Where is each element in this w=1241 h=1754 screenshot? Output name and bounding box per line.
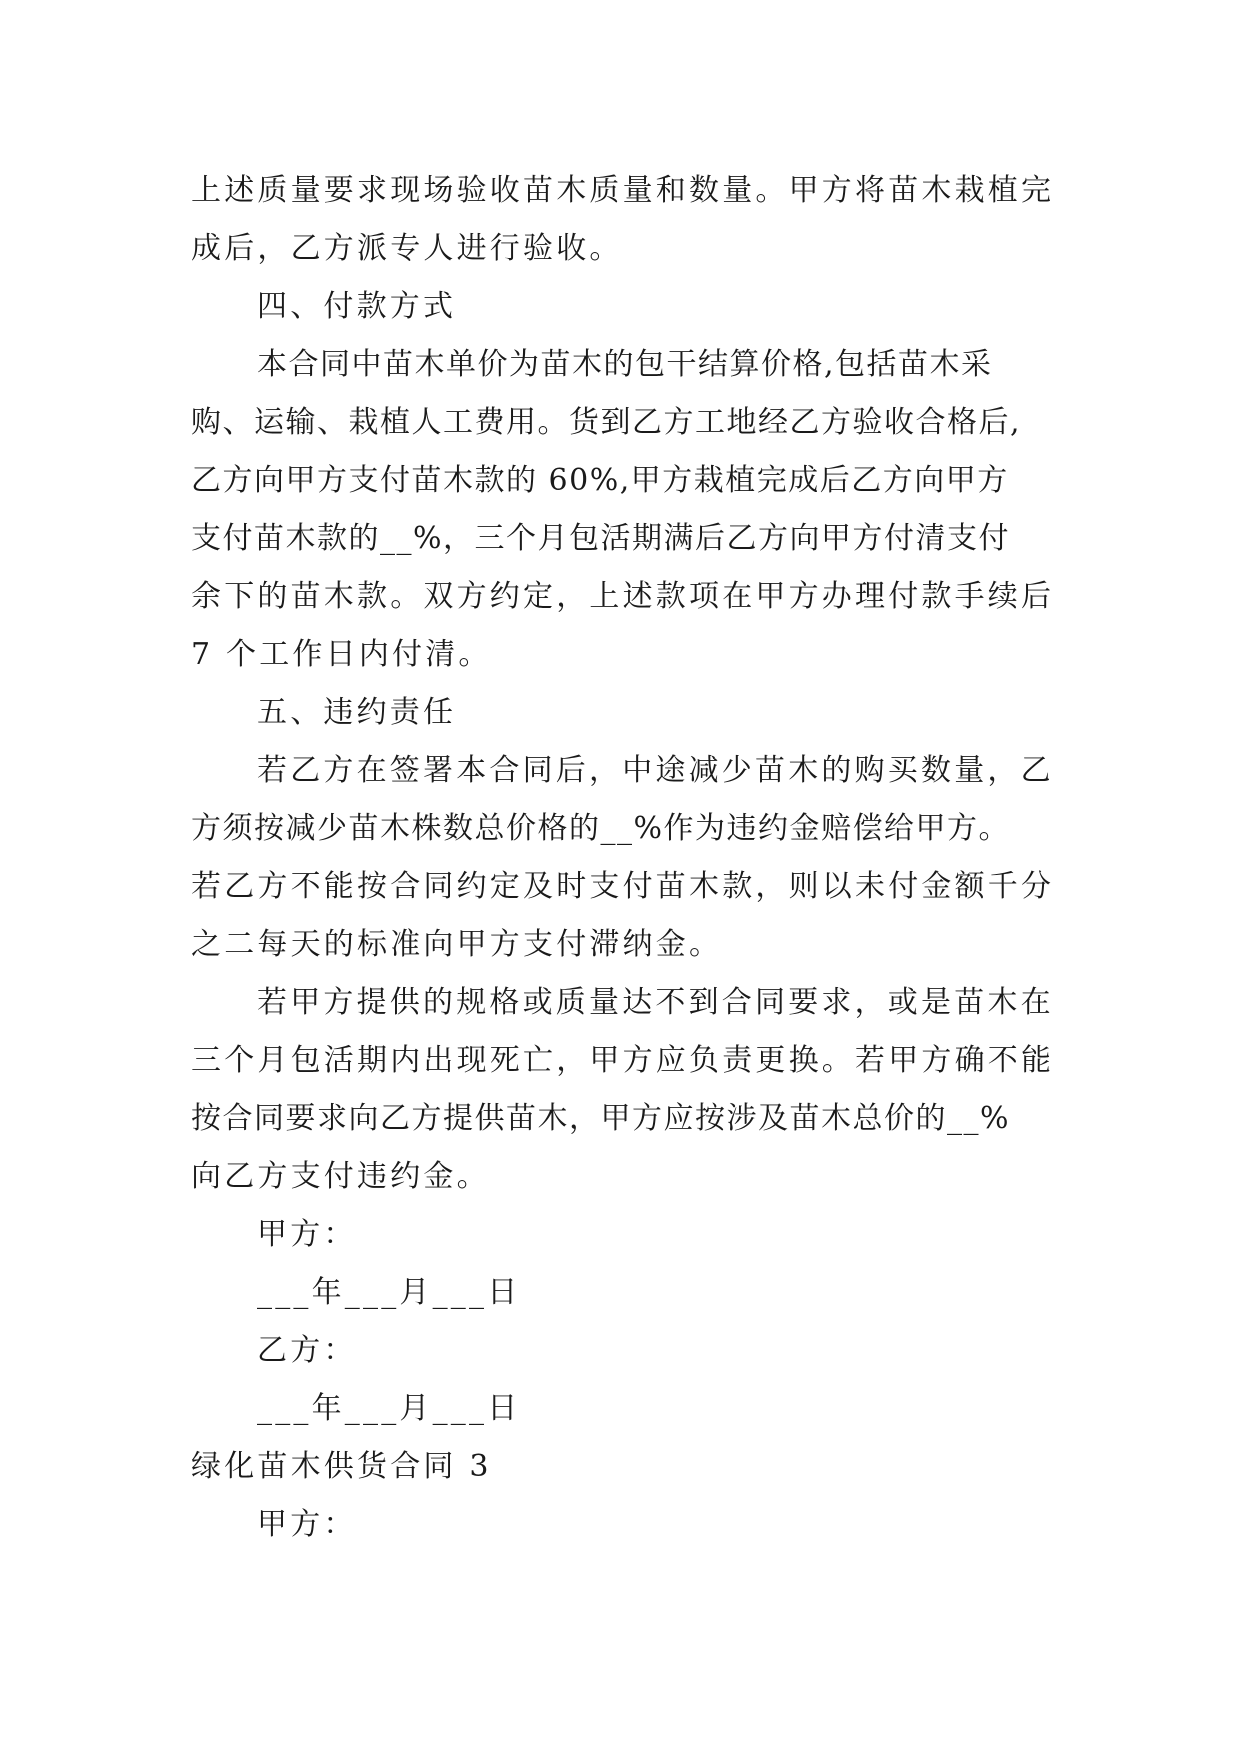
paragraph-line: 购、运输、栽植人工费用。货到乙方工地经乙方验收合格后, (191, 405, 1022, 440)
paragraph-line: 若甲方提供的规格或质量达不到合同要求，或是苗木在 (257, 985, 1054, 1020)
paragraph-line: 若乙方在签署本合同后，中途减少苗木的购买数量，乙 (257, 753, 1054, 788)
contract-title: 绿化苗木供货合同 3 (191, 1449, 492, 1484)
section-heading-payment: 四、付款方式 (257, 289, 457, 324)
paragraph-line: 之二每天的标准向甲方支付滞纳金。 (191, 927, 723, 962)
paragraph-line: 按合同要求向乙方提供苗木，甲方应按涉及苗木总价的__% (191, 1101, 1011, 1136)
party-a-date: ___年___月___日 (257, 1275, 521, 1310)
paragraph-line: 若乙方不能按合同约定及时支付苗木款，则以未付金额千分 (191, 869, 1055, 904)
paragraph-line: 余下的苗木款。双方约定，上述款项在甲方办理付款手续后 (191, 579, 1055, 614)
paragraph-line: 方须按减少苗木株数总价格的__%作为违约金赔偿给甲方。 (191, 811, 1011, 846)
paragraph-line: 上述质量要求现场验收苗木质量和数量。甲方将苗木栽植完 (191, 173, 1055, 208)
paragraph-line: 乙方向甲方支付苗木款的 60%,甲方栽植完成后乙方向甲方 (191, 463, 1009, 498)
party-b-label: 乙方： (257, 1333, 357, 1368)
paragraph-line: 本合同中苗木单价为苗木的包干结算价格,包括苗木采 (257, 347, 993, 382)
paragraph-line: 成后，乙方派专人进行验收。 (191, 231, 623, 266)
party-a-label: 甲方： (257, 1507, 357, 1542)
paragraph-line: 7 个工作日内付清。 (191, 637, 492, 672)
paragraph-line: 三个月包活期内出现死亡，甲方应负责更换。若甲方确不能 (191, 1043, 1055, 1078)
section-heading-liability: 五、违约责任 (257, 695, 457, 730)
document-body (191, 162, 1055, 1554)
party-b-date: ___年___月___日 (257, 1391, 521, 1426)
paragraph-line: 支付苗木款的__%，三个月包活期满后乙方向甲方付清支付 (191, 521, 1011, 556)
paragraph-line: 向乙方支付违约金。 (191, 1159, 490, 1194)
party-a-label: 甲方： (257, 1217, 357, 1252)
